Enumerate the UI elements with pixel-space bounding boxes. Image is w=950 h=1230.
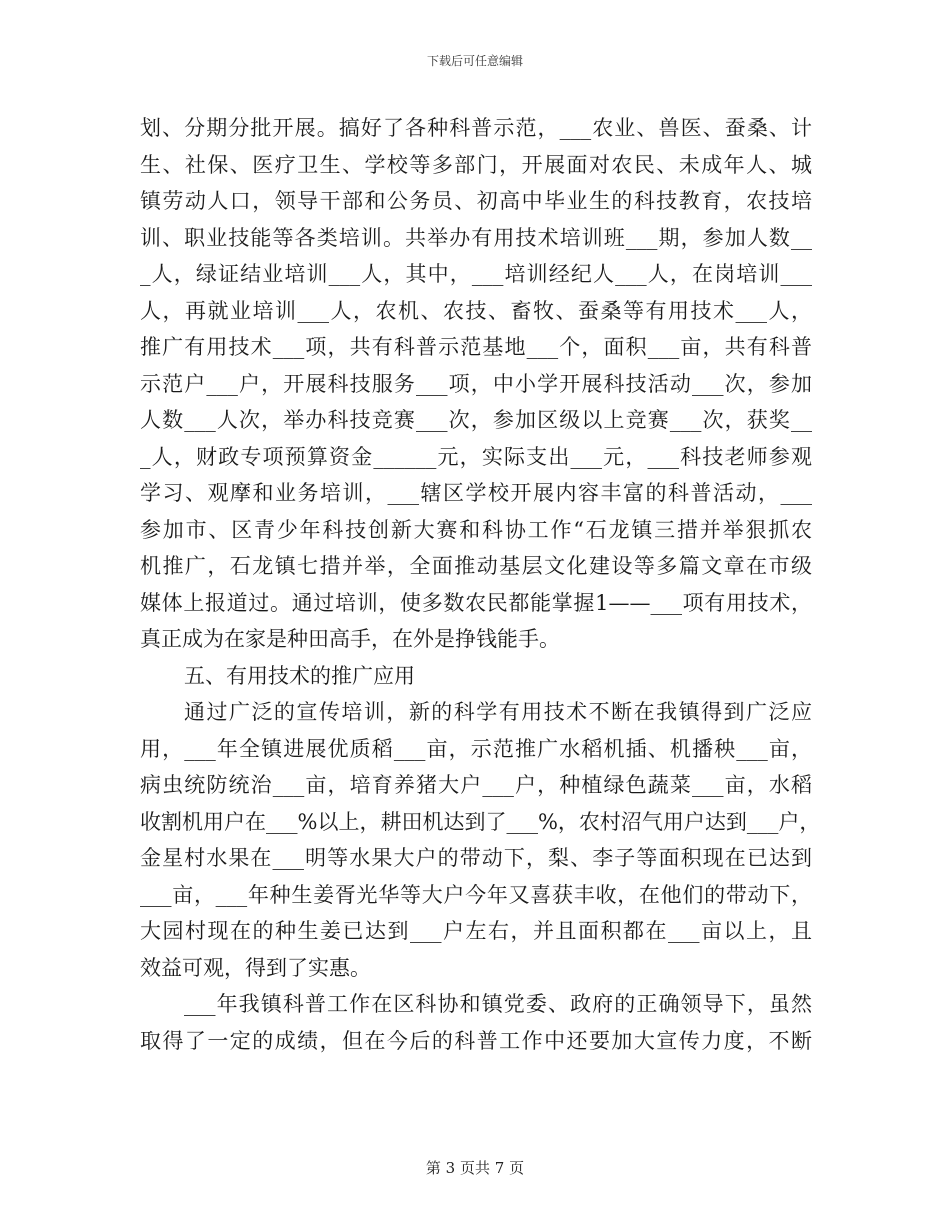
- body-line: 机推广，石龙镇七措并举，全面推动基层文化建设等多篇文章在市级: [140, 554, 812, 578]
- page-number: 第 3 页共 7 页: [425, 1159, 525, 1177]
- section-heading: 五、有用技术的推广应用: [184, 663, 415, 688]
- body-line: 媒体上报道过。通过培训，使多数农民都能掌握1——___项有用技术，: [140, 590, 812, 615]
- body-line: 划、分期分批开展。搞好了各种科普示范，___农业、兽医、蚕桑、计: [140, 116, 812, 140]
- body-line: 真正成为在家是种田高手，在外是挣钱能手。: [140, 627, 560, 651]
- body-line: 学习、观摩和业务培训，___辖区学校开展内容丰富的科普活动，___: [140, 481, 812, 505]
- body-line: ___亩，___年种生姜胥光华等大户今年又喜获丰收，在他们的带动下，: [140, 882, 812, 907]
- body-line: _人，绿证结业培训___人，其中，___培训经纪人___人，在岗培训___: [140, 262, 812, 286]
- body-line: 示范户___户，开展科技服务___项，中小学开展科技活动___次，参加: [140, 371, 812, 396]
- body-line: 收割机用户在___%以上，耕田机达到了___%，农村沼气用户达到___户，: [140, 809, 821, 834]
- document-body: [140, 110, 821, 1059]
- body-line: 效益可观，得到了实惠。: [140, 955, 371, 980]
- body-line: 用，___年全镇进展优质稻___亩，示范推广水稻机插、机播秧___亩，: [140, 736, 812, 761]
- body-line: 参加市、区青少年科技创新大赛和科协工作“石龙镇三措并举狠抓农: [140, 517, 812, 542]
- body-line: ___年我镇科普工作在区科协和镇党委、政府的正确领导下，虽然: [184, 992, 812, 1016]
- page-header: 下载后可任意编辑: [426, 54, 523, 68]
- body-line: 镇劳动人口，领导干部和公务员、初高中毕业生的科技教育，农技培: [140, 189, 812, 213]
- body-line: 金星村水果在___明等水果大户的带动下，梨、李子等面积现在已达到: [140, 846, 812, 870]
- body-line: 推广有用技术___项，共有科普示范基地___个，面积___亩，共有科普: [140, 335, 812, 359]
- body-line: 生、社保、医疗卫生、学校等多部门，开展面对农民、未成年人、城: [140, 152, 812, 177]
- body-line: 病虫统防统治___亩，培育养猪大户___户，种植绿色蔬菜___亩，水稻: [140, 773, 812, 797]
- body-line: 取得了一定的成绩，但在今后的科普工作中还要加大宣传力度，不断: [140, 1028, 812, 1053]
- body-line: 训、职业技能等各类培训。共举办有用技术培训班___期，参加人数__: [140, 225, 812, 250]
- body-line: 人数___人次，举办科技竞赛___次，参加区级以上竞赛___次，获奖__: [140, 408, 812, 432]
- body-line: 人，再就业培训___人，农机、农技、畜牧、蚕桑等有用技术___人，: [140, 298, 812, 323]
- body-line: _人，财政专项预算资金______元，实际支出___元，___科技老师参观: [140, 444, 812, 469]
- body-line: 通过广泛的宣传培训，新的科学有用技术不断在我镇得到广泛应: [184, 700, 812, 724]
- body-line: 大园村现在的种生姜已达到___户左右，并且面积都在___亩以上，且: [140, 919, 812, 943]
